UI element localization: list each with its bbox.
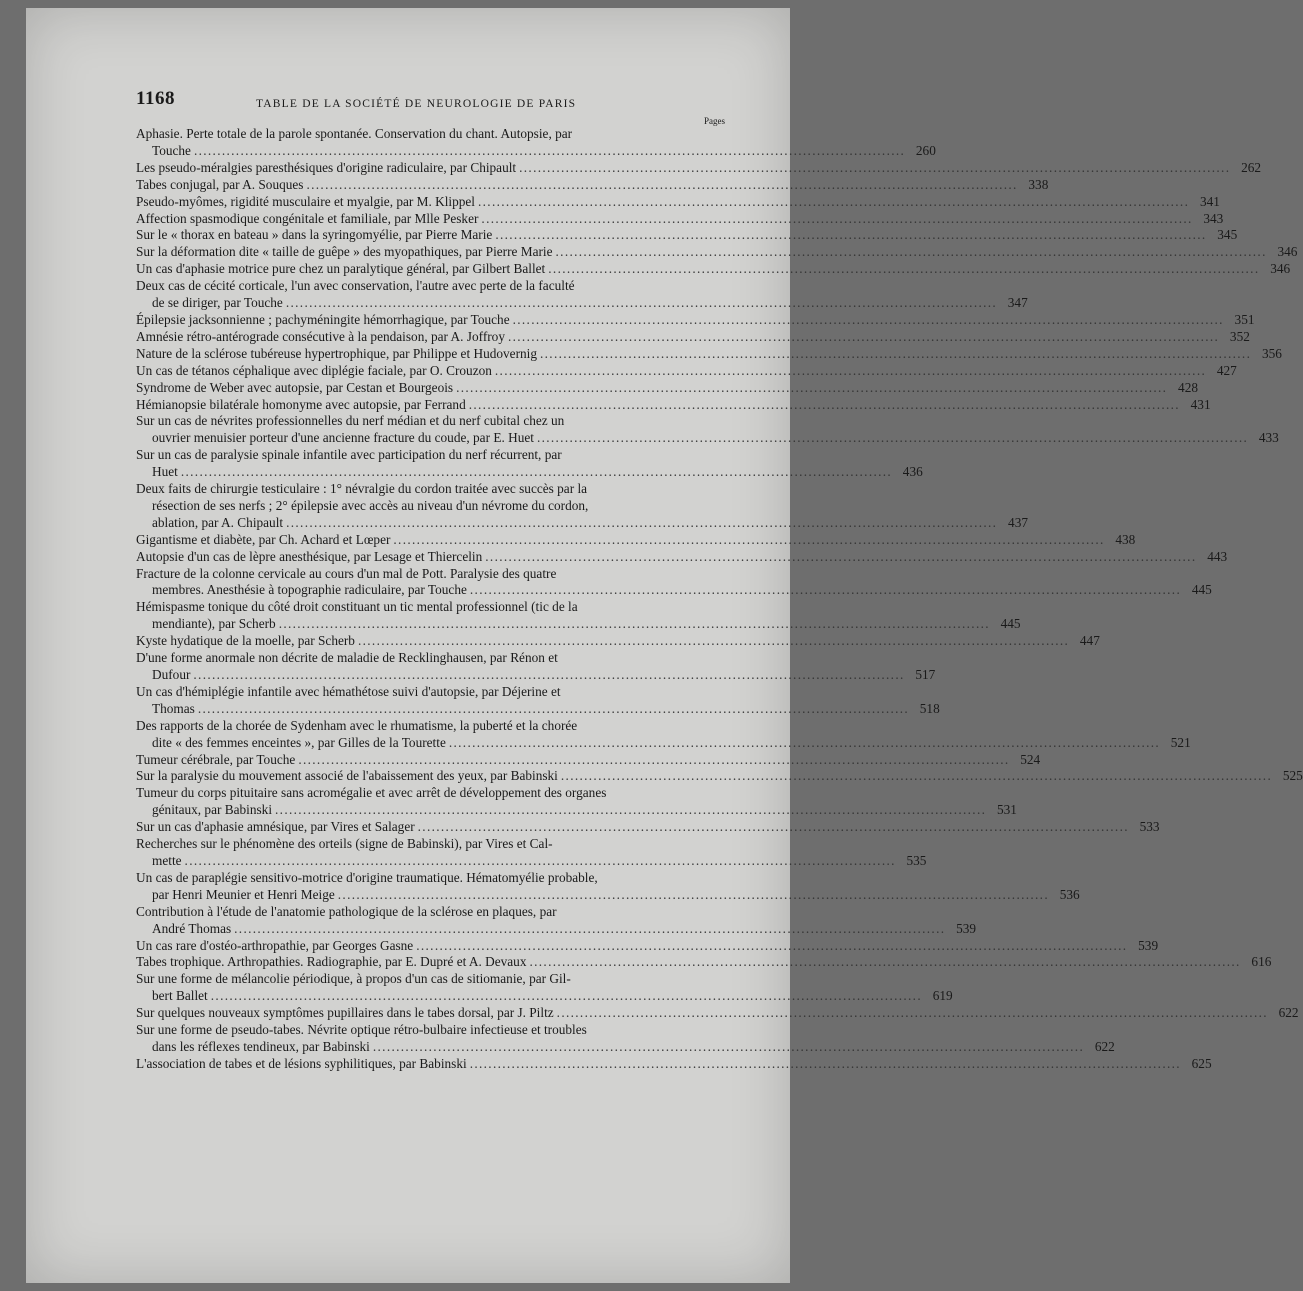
toc-entry-page: 539 <box>956 920 977 936</box>
toc-entry-title: ouvrier menuisier porteur d'une ancienne fracture du coude, par E. Huet <box>152 430 534 446</box>
toc-entry <box>136 819 1160 836</box>
dot-leader <box>373 1039 1082 1056</box>
table-of-contents <box>136 126 1303 1073</box>
dot-leader <box>469 397 1178 414</box>
toc-entry-page: 431 <box>1190 396 1211 412</box>
toc-entry-line: Deux cas de cécité corticale, l'un avec conservation, l'autre avec perte de la faculté <box>136 278 575 294</box>
toc-entry-title: Thomas <box>152 700 195 716</box>
dot-leader <box>298 752 1007 769</box>
toc-entry-title: par Henri Meunier et Henri Meige <box>152 886 335 902</box>
toc-entry <box>136 565 1212 600</box>
toc-entry <box>136 785 1017 819</box>
toc-entry <box>136 650 936 684</box>
dot-leader <box>495 363 1204 380</box>
toc-entry <box>136 244 1298 261</box>
toc-entry-line: D'une forme anormale non décrite de maladie de Recklinghausen, par Rénon et <box>136 650 558 666</box>
toc-entry-title: Affection spasmodique congénitale et familiale, par Mlle Pesker <box>136 210 479 226</box>
dot-leader <box>495 227 1204 244</box>
toc-entry-last-line <box>136 819 1160 836</box>
toc-entry-title: Un cas d'aphasie motrice pure chez un paralytique général, par Gilbert Ballet <box>136 261 546 277</box>
toc-entry-title: Tabes conjugal, par A. Souques <box>136 176 304 192</box>
dot-leader <box>519 160 1228 177</box>
toc-entry-last-line <box>136 734 1191 752</box>
page-content <box>136 88 1303 1073</box>
toc-entry-last-line <box>136 261 1291 278</box>
toc-entry-last-line <box>136 954 1272 971</box>
pages-column-label: Pages <box>704 116 725 126</box>
toc-entry-last-line <box>136 514 1028 532</box>
dot-leader <box>557 1005 1266 1022</box>
toc-entry-page: 622 <box>1094 1038 1115 1054</box>
dot-leader <box>198 701 907 718</box>
toc-entry-page: 533 <box>1139 819 1160 835</box>
toc-entry-last-line <box>136 700 940 718</box>
toc-entry-title: Gigantisme et diabète, par Ch. Achard et Lœper <box>136 531 391 547</box>
toc-entry-last-line <box>136 768 1303 785</box>
toc-entry <box>136 1022 1115 1056</box>
dot-leader <box>478 194 1187 211</box>
dot-leader <box>279 616 988 633</box>
page-number: 1168 <box>136 88 175 109</box>
toc-entry-page: 260 <box>915 142 936 158</box>
toc-entry-last-line <box>136 295 1028 312</box>
dot-leader <box>358 633 1067 650</box>
toc-entry-last-line <box>136 142 936 160</box>
toc-entry-line: Fracture de la colonne cervicale au cours d'un mal de Pott. Paralysie des quatre <box>136 565 557 581</box>
toc-entry-page: 436 <box>902 464 923 480</box>
toc-entry-last-line <box>136 1005 1299 1022</box>
dot-leader <box>286 515 995 532</box>
toc-entry-last-line <box>136 531 1136 549</box>
toc-entry <box>136 362 1237 380</box>
toc-entry <box>136 396 1211 414</box>
toc-entry-title: dans les réflexes tendineux, par Babinski <box>152 1038 370 1054</box>
toc-entry <box>136 1055 1212 1073</box>
toc-entry-last-line <box>136 430 1279 447</box>
toc-entry-page: 433 <box>1258 430 1279 446</box>
toc-entry <box>136 633 1100 650</box>
toc-entry <box>136 278 1028 312</box>
toc-entry <box>136 836 927 870</box>
toc-entry-last-line <box>136 1038 1115 1056</box>
toc-entry-title: Un cas de tétanos céphalique avec diplégie faciale, par O. Crouzon <box>136 362 492 378</box>
toc-entry-line: Un cas d'hémiplégie infantile avec hémathétose suivi d'autopsie, par Déjerine et <box>136 683 561 699</box>
toc-entry <box>136 869 1080 904</box>
toc-entry-last-line <box>136 379 1198 397</box>
toc-entry <box>136 193 1220 211</box>
toc-entry-last-line <box>136 667 936 684</box>
toc-entry <box>136 683 940 718</box>
toc-entry-page: 341 <box>1199 193 1220 209</box>
toc-entry-title: Touche <box>152 142 191 158</box>
dot-leader <box>418 819 1127 836</box>
toc-entry-title: Tumeur cérébrale, par Touche <box>136 751 296 767</box>
toc-entry-page: 346 <box>1277 244 1298 260</box>
dot-leader <box>416 938 1125 955</box>
toc-entry-page: 351 <box>1234 311 1255 327</box>
toc-entry <box>136 751 1041 769</box>
dot-leader <box>275 802 984 819</box>
dot-leader <box>456 380 1165 397</box>
toc-entry <box>136 311 1255 329</box>
toc-entry <box>136 261 1291 278</box>
toc-entry-page: 517 <box>915 667 936 682</box>
toc-entry <box>136 768 1303 785</box>
toc-entry-line: Aphasie. Perte totale de la parole spontanée. Conservation du chant. Autopsie, par <box>136 126 573 141</box>
toc-entry-last-line <box>136 802 1017 819</box>
toc-entry-title: André Thomas <box>152 920 232 936</box>
toc-entry-line: Deux faits de chirurgie testiculaire : 1° névralgie du cordon traitée avec succès par la <box>136 481 588 497</box>
dot-leader <box>286 295 995 312</box>
dot-leader <box>470 1056 1179 1073</box>
toc-entry-last-line <box>136 193 1220 211</box>
dot-leader <box>508 329 1217 346</box>
toc-entry-page: 622 <box>1278 1005 1299 1021</box>
toc-entry-last-line <box>136 852 927 870</box>
dot-leader <box>561 768 1270 785</box>
toc-entry-page: 521 <box>1170 734 1191 750</box>
toc-entry-title: Huet <box>152 464 178 480</box>
toc-entry-title: Amnésie rétro-antérograde consécutive à la pendaison, par A. Joffroy <box>136 328 505 344</box>
toc-entry-title: dite « des femmes enceintes », par Gilles de la Tourette <box>152 734 446 750</box>
toc-entry <box>136 599 1021 633</box>
dot-leader <box>485 549 1194 566</box>
toc-entry-last-line <box>136 988 953 1005</box>
toc-entry-line: Sur une forme de pseudo-tabes. Névrite optique rétro-bulbaire infectieuse et troubles <box>136 1022 587 1038</box>
dot-leader <box>449 735 1158 752</box>
toc-entry-title: Sur le « thorax en bateau » dans la syringomyélie, par Pierre Marie <box>136 227 493 243</box>
toc-entry <box>136 937 1159 955</box>
toc-entry-title: mette <box>152 852 182 868</box>
toc-entry-page: 625 <box>1191 1055 1212 1071</box>
toc-entry-title: Hémianopsie bilatérale homonyme avec autopsie, par Ferrand <box>136 396 466 412</box>
toc-entry-last-line <box>136 176 1049 194</box>
toc-entry-last-line <box>136 751 1041 769</box>
dot-leader <box>193 667 902 684</box>
toc-entry-title: L'association de tabes et de lésions syphilitiques, par Babinski <box>136 1055 467 1071</box>
toc-entry-page: 447 <box>1079 633 1100 649</box>
toc-entry-page: 531 <box>996 802 1017 818</box>
toc-entry <box>136 971 953 1005</box>
toc-entry-page: 343 <box>1203 210 1224 226</box>
toc-entry-last-line <box>136 582 1212 599</box>
toc-entry-title: Syndrome de Weber avec autopsie, par Cestan et Bourgeois <box>136 379 454 395</box>
dot-leader <box>211 988 920 1005</box>
toc-entry-page: 443 <box>1207 548 1228 564</box>
dot-leader <box>513 312 1222 329</box>
toc-entry-page: 525 <box>1282 768 1303 784</box>
toc-entry-page: 427 <box>1216 362 1237 378</box>
toc-entry-page: 346 <box>1270 261 1291 277</box>
toc-entry <box>136 954 1272 971</box>
toc-entry-last-line <box>136 396 1211 414</box>
toc-entry-title: Tabes trophique. Arthropathies. Radiographie, par E. Dupré et A. Devaux <box>136 954 527 970</box>
dot-leader <box>540 346 1249 363</box>
toc-entry-title: Kyste hydatique de la moelle, par Scherb <box>136 633 355 649</box>
toc-entry-page: 445 <box>1191 582 1212 598</box>
toc-entry <box>136 227 1238 244</box>
toc-entry <box>136 159 1262 177</box>
running-title: TABLE DE LA SOCIÉTÉ DE NEUROLOGIE DE PARIS <box>256 98 577 110</box>
toc-entry <box>136 717 1191 752</box>
toc-entry-line: Tumeur du corps pituitaire sans acromégalie et avec arrêt de développement des organes <box>136 785 607 801</box>
toc-entry-last-line <box>136 227 1238 244</box>
toc-entry <box>136 126 936 160</box>
toc-entry-line: Contribution à l'étude de l'anatomie pathologique de la sclérose en plaques, par <box>136 903 557 919</box>
toc-entry-line: Sur un cas de paralysie spinale infantile avec participation du nerf récurrent, par <box>136 447 562 463</box>
toc-entry-page: 356 <box>1261 345 1282 361</box>
toc-entry-page: 524 <box>1020 751 1041 767</box>
toc-entry <box>136 210 1224 228</box>
toc-entry-last-line <box>136 616 1021 633</box>
toc-entry-title: ablation, par A. Chipault <box>152 514 284 530</box>
toc-entry <box>136 1005 1299 1022</box>
toc-entry-page: 445 <box>1000 616 1021 632</box>
toc-entry-last-line <box>136 311 1255 329</box>
toc-entry-page: 338 <box>1028 176 1049 192</box>
toc-entry-line: Sur une forme de mélancolie périodique, à propos d'un cas de sitiomanie, par Gil- <box>136 971 571 987</box>
toc-entry-last-line <box>136 1055 1212 1073</box>
toc-entry <box>136 328 1250 346</box>
toc-entry-page: 352 <box>1229 328 1250 344</box>
toc-entry <box>136 345 1282 363</box>
toc-entry <box>136 481 1028 532</box>
toc-entry-page: 438 <box>1115 531 1136 547</box>
page-header <box>136 88 721 116</box>
toc-entry-page: 437 <box>1008 514 1028 530</box>
toc-entry-page: 616 <box>1251 954 1272 970</box>
toc-entry-page: 539 <box>1138 937 1159 953</box>
toc-entry-last-line <box>136 548 1228 566</box>
toc-entry-title: membres. Anesthésie à topographie radiculaire, par Touche <box>152 582 467 598</box>
toc-entry <box>136 176 1049 194</box>
dot-leader <box>306 177 1015 194</box>
dot-leader <box>194 143 903 160</box>
toc-entry-last-line <box>136 345 1282 363</box>
toc-entry-last-line <box>136 464 923 481</box>
toc-entry-last-line <box>136 633 1100 650</box>
toc-entry-title: Sur la déformation dite « taille de guêpe » des myopathiques, par Pierre Marie <box>136 244 553 260</box>
toc-entry <box>136 531 1136 549</box>
toc-entry-last-line <box>136 362 1237 380</box>
toc-entry-line: Recherches sur le phénomène des orteils (signe de Babinski), par Vires et Cal- <box>136 836 553 852</box>
toc-entry-title: Les pseudo-méralgies paresthésiques d'origine radiculaire, par Chipault <box>136 159 517 175</box>
toc-entry-page: 535 <box>906 852 927 868</box>
toc-entry-line: Sur un cas de névrites professionnelles du nerf médian et du nerf cubital chez un <box>136 413 565 429</box>
dot-leader <box>470 582 1179 599</box>
dot-leader <box>529 954 1238 971</box>
toc-entry-title: de se diriger, par Touche <box>152 295 283 311</box>
toc-entry-title: Épilepsie jacksonnienne ; pachyméningite hémorrhagique, par Touche <box>136 311 510 327</box>
toc-entry-title: Nature de la sclérose tubéreuse hypertrophique, par Philippe et Hudovernig <box>136 345 537 361</box>
toc-entry-page: 428 <box>1178 379 1198 395</box>
toc-entry-page: 619 <box>932 988 953 1004</box>
toc-entry-line: résection de ses nerfs ; 2° épilepsie avec accès au niveau d'un névrome du cordon, <box>152 497 589 513</box>
toc-entry-page: 345 <box>1217 227 1238 243</box>
toc-entry-title: Sur quelques nouveaux symptômes pupillaires dans le tabes dorsal, par J. Piltz <box>136 1005 554 1021</box>
toc-entry <box>136 447 923 481</box>
toc-entry-title: Sur un cas d'aphasie amnésique, par Vires et Salager <box>136 819 415 835</box>
toc-entry <box>136 903 977 938</box>
toc-entry <box>136 379 1198 397</box>
toc-entry-title: Un cas rare d'ostéo-arthropathie, par Georges Gasne <box>136 937 414 953</box>
toc-entry-last-line <box>136 886 1080 904</box>
toc-entry-title: Pseudo-myômes, rigidité musculaire et myalgie, par M. Klippel <box>136 193 475 209</box>
toc-entry-line: Des rapports de la chorée de Sydenham avec le rhumatisme, la puberté et la chorée <box>136 717 578 733</box>
toc-entry-title: Dufour <box>152 667 191 682</box>
toc-entry-last-line <box>136 328 1250 346</box>
toc-entry-page: 536 <box>1059 886 1080 902</box>
toc-entry-page: 347 <box>1007 295 1028 311</box>
dot-leader <box>556 244 1265 261</box>
dot-leader <box>481 211 1190 228</box>
page-sheet <box>26 8 1303 1283</box>
dot-leader <box>181 464 890 481</box>
toc-entry-title: mendiante), par Scherb <box>152 616 276 632</box>
toc-entry <box>136 413 1279 447</box>
toc-entry-title: génitaux, par Babinski <box>152 802 273 818</box>
toc-entry-page: 518 <box>919 700 940 716</box>
toc-entry-last-line <box>136 920 977 938</box>
toc-entry-page: 262 <box>1241 159 1262 175</box>
toc-entry-title: bert Ballet <box>152 988 208 1004</box>
toc-entry-line: Hémispasme tonique du côté droit constituant un tic mental professionnel (tic de la <box>136 599 578 615</box>
toc-entry-last-line <box>136 210 1224 228</box>
toc-entry-last-line <box>136 244 1298 261</box>
dot-leader <box>185 853 894 870</box>
dot-leader <box>537 430 1246 447</box>
toc-entry-line: Un cas de paraplégie sensitivo-motrice d'origine traumatique. Hématomyélie probable, <box>136 869 598 885</box>
toc-entry-last-line <box>136 159 1262 177</box>
dot-leader <box>338 887 1047 904</box>
dot-leader <box>234 921 943 938</box>
toc-entry-last-line <box>136 937 1159 955</box>
toc-entry <box>136 548 1228 566</box>
toc-entry-title: Autopsie d'un cas de lèpre anesthésique, par Lesage et Thiercelin <box>136 548 483 564</box>
dot-leader <box>548 261 1257 278</box>
dot-leader <box>393 532 1102 549</box>
toc-entry-title: Sur la paralysie du mouvement associé de l'abaissement des yeux, par Babinski <box>136 768 558 784</box>
